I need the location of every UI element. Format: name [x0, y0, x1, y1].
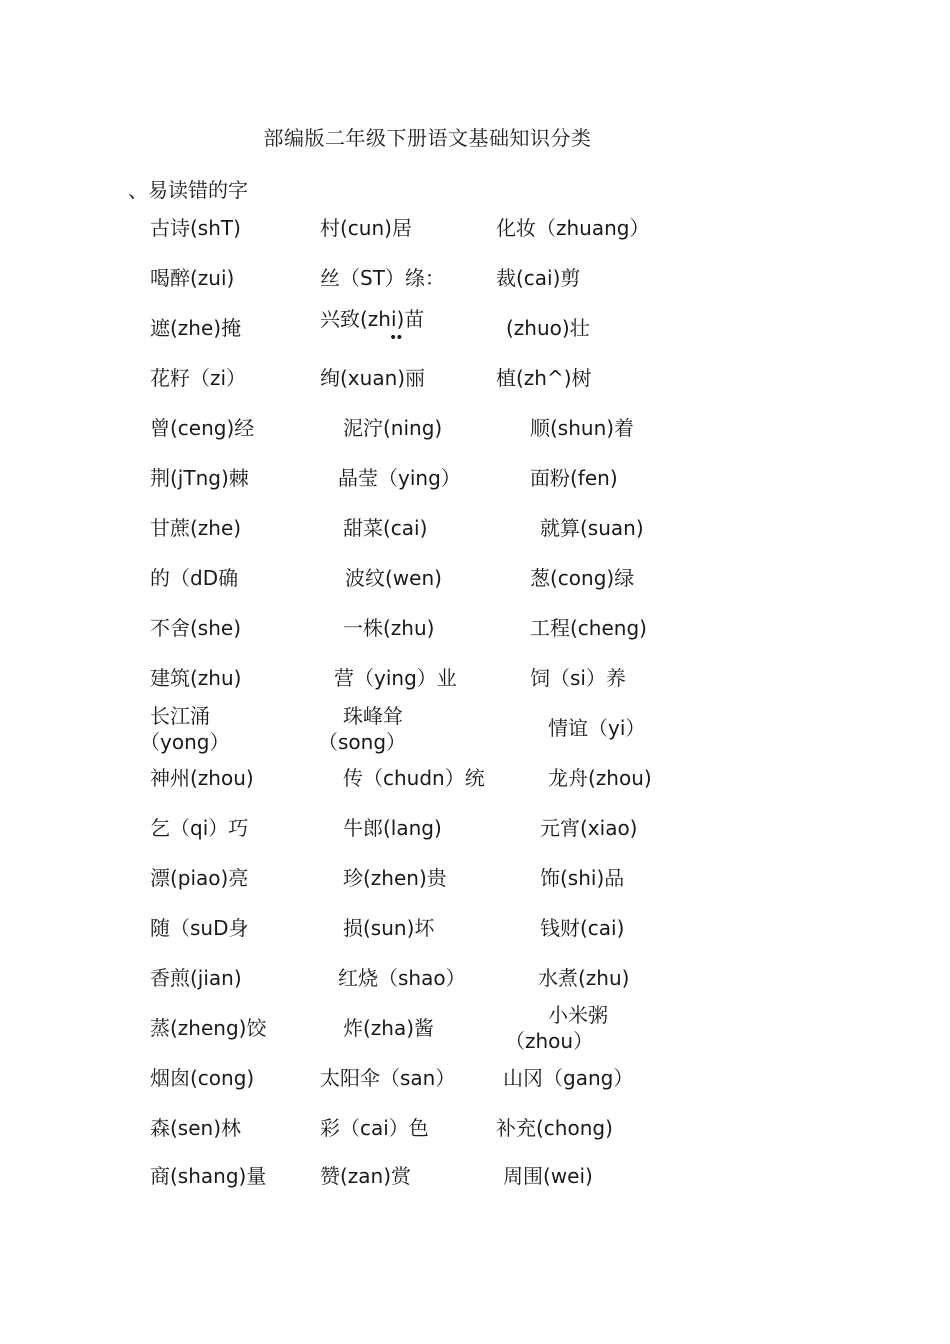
- vocab-entry: 炸(zha)酱: [343, 1016, 435, 1040]
- vocab-entry: 面粉(fen): [530, 466, 618, 490]
- vocab-entry: 情谊（yi）: [548, 716, 646, 740]
- vocab-entry: 晶莹（ying）: [338, 466, 461, 490]
- vocab-entry: 不舍(she): [150, 616, 242, 640]
- vocab-entry: 甘蔗(zhe): [150, 516, 242, 540]
- vocab-entry: 顺(shun)着: [530, 416, 635, 440]
- vocab-entry: 山冈（gang）: [503, 1066, 634, 1090]
- vocab-entry: 饰(shi)品: [540, 866, 625, 890]
- vocab-entry: 就算(suan): [540, 516, 644, 540]
- vocab-entry: 花籽（zi）: [150, 366, 247, 390]
- vocab-entry: 红烧（shao）: [338, 966, 466, 990]
- vocab-entry: 商(shang)量: [150, 1164, 267, 1188]
- vocab-entry: 植(zh^)树: [496, 366, 592, 390]
- vocab-entry: 丝（ST）绦：: [320, 266, 445, 290]
- vocab-entry: 一株(zhu): [343, 616, 435, 640]
- vocab-entry: 荆(jTng)棘: [150, 466, 249, 490]
- vocab-entry: 神州(zhou): [150, 766, 254, 790]
- vocab-entry: 蒸(zheng)饺: [150, 1016, 267, 1040]
- vocab-entry: 烟囱(cong): [150, 1066, 255, 1090]
- vocab-entry: 森(sen)林: [150, 1116, 242, 1140]
- vocab-entry: 钱财(cai): [540, 916, 625, 940]
- vocab-entry-line: （song）: [318, 730, 407, 754]
- vocab-entry: 甜菜(cai): [343, 516, 428, 540]
- vocab-entry: 泥泞(ning): [343, 416, 443, 440]
- vocab-entry: 乞（qi）巧: [150, 816, 249, 840]
- emphasis-dots: ••: [389, 330, 402, 346]
- vocab-entry-line: （zhou）: [505, 1029, 594, 1053]
- vocab-entry: 兴致(zhi)苗: [320, 307, 425, 331]
- vocab-entry: 古诗(shT): [150, 216, 241, 240]
- vocab-entry: 损(sun)坏: [343, 916, 435, 940]
- vocab-entry: 的（dD确: [150, 566, 239, 590]
- vocab-entry: 传（chudn）统: [343, 766, 485, 790]
- vocab-entry: 香煎(jian): [150, 966, 242, 990]
- vocab-entry: 化妆（zhuang）: [496, 216, 650, 240]
- vocab-entry: 周围(wei): [503, 1164, 593, 1188]
- vocab-entry: 太阳伞（san）: [320, 1066, 456, 1090]
- vocab-entry: 赞(zan)赏: [320, 1164, 412, 1188]
- vocab-entry: 饲（si）养: [530, 666, 626, 690]
- vocab-entry: 水煮(zhu): [538, 966, 630, 990]
- vocab-entry: 营（ying）业: [334, 666, 457, 690]
- vocab-entry: 喝醉(zui): [150, 266, 235, 290]
- vocab-entry-line: （yong）: [140, 730, 230, 754]
- vocab-entry: 葱(cong)绿: [530, 566, 635, 590]
- vocab-entry-line: 小米粥: [548, 1003, 608, 1027]
- vocab-entry: 工程(cheng): [530, 616, 647, 640]
- vocab-entry: 元宵(xiao): [540, 816, 638, 840]
- section-heading: 、易读错的字: [128, 178, 248, 202]
- vocab-entry: 彩（cai）色: [320, 1116, 429, 1140]
- page-title: 部编版二年级下册语文基础知识分类: [263, 126, 592, 150]
- vocab-entry: (zhuo)壮: [506, 316, 590, 340]
- vocab-entry: 建筑(zhu): [150, 666, 242, 690]
- vocab-entry: 遮(zhe)掩: [150, 316, 242, 340]
- vocab-entry: 珍(zhen)贵: [343, 866, 447, 890]
- vocab-entry: 漂(piao)亮: [150, 866, 249, 890]
- vocab-entry: 波纹(wen): [345, 566, 442, 590]
- vocab-entry: 随（suD身: [150, 916, 249, 940]
- vocab-entry-line: 长江涌: [150, 704, 210, 728]
- vocab-entry: 曾(ceng)经: [150, 416, 255, 440]
- vocab-entry: 村(cun)居: [320, 216, 412, 240]
- vocab-entry: 绚(xuan)丽: [320, 366, 426, 390]
- vocab-entry: 裁(cai)剪: [496, 266, 581, 290]
- vocab-entry: 龙舟(zhou): [548, 766, 652, 790]
- vocab-entry: 补充(chong): [496, 1116, 613, 1140]
- vocab-entry-line: 珠峰耸: [343, 704, 403, 728]
- vocab-entry: 牛郎(lang): [343, 816, 442, 840]
